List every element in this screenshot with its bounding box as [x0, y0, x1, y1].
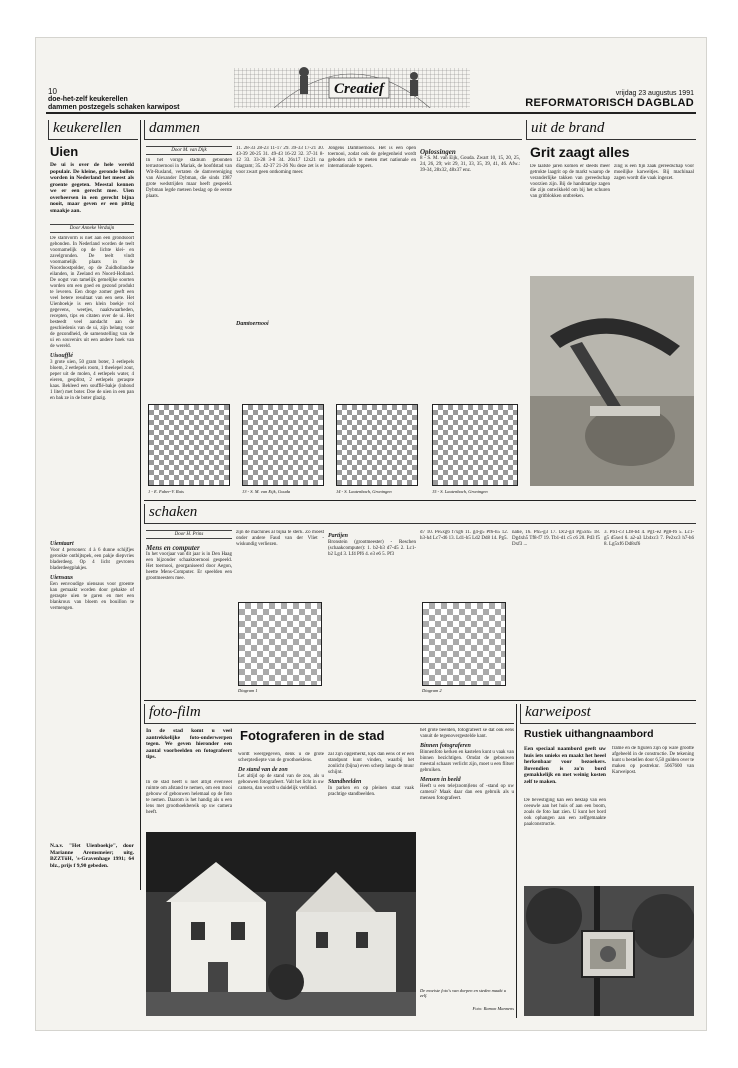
karweipost-col2: frame en de figuren zijn op ware grootte afgebeeld in de constructie. De tekening kunt u bestellen door 6,50 gulden over te maken op postreknr. 5667600 van Karweipost. [612, 746, 694, 775]
newspaper-page [36, 38, 706, 1030]
foto-col1: In de stad heeft u niet altijd evenveel ruimte om afstand te nemen, om een mooi gebouw of gebouwen helemaal op de foto te nemen. Daarom is het handig als u een lens met groothoekbereik op uw camera heeft. [146, 780, 232, 815]
chess-diagram-2 [422, 602, 506, 686]
standbeelden-heading: Standbeelden [328, 779, 362, 785]
diagram-caption: 13 - S. M. van Eijk, Gouda [242, 489, 291, 494]
figure-head-icon [299, 67, 309, 77]
schaken-col4: d7 10. Pe5xg6 f7xg6 11. g4-g5 Pf6-h5 12. h3-h4 Lc7-d6 13. Ld1-h5 Ld2 Dd8 14. Pg5. [420, 530, 508, 541]
dammen-col3: Jongens Damtoernooi. Het is een open toernooi, zodat ook de gelegenheid wordt geboden zich te meten met nationale en internationale toppers. [328, 146, 416, 169]
foto-col4-people-text: Heeft u een tele(zoom)lens of -stand op uw camera? Maak daar dan een gebruik als u mensen fotografeert. [420, 784, 514, 801]
foto-col3 [328, 752, 414, 828]
uien-body-continued [50, 538, 134, 838]
grit-saw-photo [530, 276, 694, 486]
binnen-fotograferen-heading: Binnen fotograferen [420, 743, 471, 749]
diagram-caption: 14 - S. Lautenbach, Groningen [336, 489, 392, 494]
karweipost-col1: De bevestiging kan een beklap van een ceeuwle aan het huis of aan een boom, zoals de foto laat zien. U kunt het bord ook ophangen aan een zelfgemaakte paalconstructie. [524, 798, 606, 827]
name-sign-photo [524, 886, 694, 1016]
schaken-col6: 3. Pb1-c3 Lf8-b4 4. Pg1-e2 Pg8-f6 5. Lc1-g5 d5xe4 6. a2-a3 Lb4xc3 7. Pe2xc3 h7-h6 8. Lg5xf6 Dd8xf6 [604, 530, 694, 547]
oplossingen-heading: Oplossingen [420, 148, 456, 156]
uien-body-text: De stamvorm is niet aan een grondsoort gebonden. In Nederland worden de teelt voornamelijk op de lichte klei- en zavelgronden. De teelt vindt voornamelijk plaats in de Noordoostpolder, op de Zuidhollandse eilanden, in Zeeland en Noord-Holland. De oogst van tamelijk gemelijke soorten worden om een goed en gezond produkt te leveren. Een droge zomer geeft een veel betere resultaat van een oete. Het Uienboekje is een klein boekje vol gegevens, weetjes, naaktwaarheden, recepten, tips en citaten over de ui. Het besteedt veel aandacht aan de geschiedenis van de ui, zijn belang voor de gezondheid, de samenstelling van de ui en souvenirs uit een andere hoek van de wereld. [50, 236, 134, 349]
uien-intro: De ui is over de hele wereld populair. De kleine, geronde bollen worden in Nederland het meest als groente gegeten. Meestal kennen we er een gerecht mee. Uien overheersen in een gerecht bijna nooit, maar geven er een pittig smaakje aan. [50, 162, 134, 214]
uisouffle-recipe: 3 grote uien, 50 gram boter, 3 eetlepels bloem, 2 eetlepels room, 1 theelepel zout, peper uit de molen, 4 eetlepels water, 4 eieren, gesplitst, 2 eetlepels geraspte kaas. Bekleed een soufflé-bakje (inhoud 1 liter) met boter. Doe de uien in een pan en bak ze in de boter glazig. [50, 360, 134, 401]
karweipost-title: Rustiek uithangnaambord [524, 728, 654, 740]
section-dammen: dammen [144, 120, 522, 140]
chess-diagram-caption: Diagram 1 [238, 688, 258, 693]
dammen-col4 [420, 146, 520, 398]
chess-diagram-caption: Diagram 2 [422, 688, 442, 693]
uiensaus-heading: Uiensaus [50, 575, 74, 581]
diagram-caption: 1 - E. Faber-V. Rais [148, 489, 184, 494]
foto-col2 [238, 752, 324, 828]
uiensaus-recipe: Een eenvoudige uiensaus voor groente kan gemaakt worden door gehakte of geraspte uien te garen en met een blankroux van bloem en bouillon te vermengen. [50, 582, 134, 611]
uien-body [50, 236, 134, 536]
schaken-col1-text: In het voorjaar van dit jaar is in Den Haag een bijzonder schaaktoernooi gespeeld. Het toernooi, georganiseerd door Aegon, heette Mens-Computer. Er speelden een grootmeesters mee. [146, 552, 232, 581]
section-keukerellen: keukerellen [48, 120, 138, 140]
uientaart-recipe: Voor 4 personen: 4 à 6 dunne schijfjes gerookte ontbijtspek, een pakje diepvries bladerdeeg. Op 4 licht gevroren bladerdeegplakjes. [50, 548, 134, 571]
partijen-heading: Partijen [328, 533, 349, 539]
grit-col2: zing is een fijn zaak gereedschap voor moeilijke karweitjes. Bij machinaal zagen wordt die vaak ingezet. [614, 164, 694, 181]
grit-title: Grit zaagt alles [530, 144, 630, 160]
creatief-logo-grid [234, 50, 470, 108]
section-foto-film: foto-film [144, 704, 514, 724]
page-number: 10 [48, 87, 57, 96]
foto-title: Fotograferen in de stad [240, 728, 385, 743]
column-divider [516, 704, 517, 1018]
schaken-col5: natie, 16. Ph5-g3 17. Dc2-g4 Pg5xh5 18. Dg4xh5 Tf8-f7 19. Tb1-d1 c5 c6 20. Pd3 f5 Dxf3 ... [512, 530, 600, 547]
foto-intro: In de stad komt u veel aantrekkelijke foto-onderwerpen tegen. We geven hieronder een aantal voorbeelden en fotografeert tips. [146, 728, 232, 760]
draughts-diagram-1 [148, 404, 230, 486]
schaken-byline: Door H. Prins [146, 530, 232, 539]
header-right [525, 90, 694, 109]
schaken-col3-text: Bronstein (grootmeester) - Reschen (schaakcomputer): 1. b2-b3 d7-d5 2. Lc1-b2 Lg4 3. Lf4 Pf6 4. e3 e6 5. Pf3 [328, 540, 416, 557]
column-divider [140, 120, 141, 890]
schaken-col2: zijn de machines al bijna te sterk. Zo moest onder andere Faud van der Vliet - wiskundig verliezen. [236, 530, 324, 547]
foto-col3-text: zal zijn opgemerkt, kijk dan eens of er een standpunt kunt vinden, waarbij het zonlicht (bijna) even scherp langs de muur schijnt. [328, 752, 414, 775]
section-rule [144, 700, 696, 701]
draughts-diagram-14 [336, 404, 418, 486]
dammen-col2b [236, 318, 324, 398]
issue-date: vrijdag 23 augustus 1991 [615, 90, 694, 97]
town-houses-photo [146, 832, 416, 1016]
header-left [48, 88, 180, 112]
photo-credit: Foto: Ramon Mannens [472, 1006, 514, 1011]
section-karweipost: karweipost [520, 704, 696, 724]
uien-byline: Door Anneke Verduijn [50, 224, 134, 233]
newspaper-name: REFORMATORISCH DAGBLAD [525, 97, 694, 109]
foto-col2-text: wordt weergegeven, denk u de grote scherptediepte van de groothoeklens. [238, 752, 324, 763]
schaken-col3 [328, 530, 416, 690]
diagram-caption: 15 - S. Lautenbach, Groningen [432, 489, 488, 494]
header-topics-line2: dammen postzegels schaken karwipost [48, 104, 180, 111]
section-rule [144, 500, 696, 501]
chess-diagram-1 [238, 602, 322, 686]
section-schaken: schaken [144, 504, 696, 524]
foto-col4-indoor-text: Binnenfoto kerken en kastelen kunt u vaak van binnen bezichtigen. Omdat de gebouwen meestal schaars verlicht zijn, moet u een flitser gebruiken. [420, 750, 514, 773]
section-uit-de-brand: uit de brand [526, 120, 696, 140]
dammen-byline: Door M. van Dijk [146, 146, 232, 155]
header-topics-line1: doe-het-zelf keukerellen [48, 96, 128, 103]
schaken-col1 [146, 542, 232, 692]
header-rule [46, 112, 696, 114]
dammen-col1: In het vorige stadium gebonden terrastoernooi in Mariak, de hoofdstad van Wit-Rusland, vertaten de damvereniging van Alexander Dybman, die sinds 1987 grote wedstrijden maar heeft gespeeld. Dybman legde meteen beslag op de eerste plaats. [146, 158, 232, 199]
dammen-col2: 11. 28-33 28-23 11-17 29. 39-33 17-21 30. 43-39 20-25 31. 49-43 16-22 32. 37-31 8-12 33. 33-28 3-8 34. 26x17 12x21 na diagram; 35. 42-37 21-26 Nu deze zet is er voor zwart geen ontkoming meer. [236, 146, 324, 175]
svg-text:Creatief: Creatief [334, 81, 384, 97]
grit-col1: De laatste jaren komen er steeds meer getrokte laagrit op de markt waarop de veranderlijke takken van gereedschap voorzien zijn. Bij de handmatige zagen die zijn ontwikkeld om bij het schuren van gritblokken ontbreken. [530, 164, 610, 199]
stand-van-de-zon-heading: De stand van de zon [238, 767, 288, 773]
photo-caption: De moeiste foto's van dorpen en steden maakt u zelf. [420, 988, 506, 998]
draughts-diagram-15 [432, 404, 518, 486]
uisouffle-heading: Uisoufflé [50, 353, 73, 359]
uien-book-footer: N.a.v. "Het Uienboekje", door Marianne Aremsmeier; uitg. BZZTôH, 's-Gravenhage 1991; 64 blz., prijs f 9,90 gebeden. [50, 843, 134, 869]
oplossingen-text: 8 - S. M. van Eijk, Gouda. Zwart 10, 15, 20, 25, 24, 26, 29; wit 29, 31, 33, 35, 39, 41, 46. Afw.: 39-34, 28x32, 48x37 enz. [420, 156, 520, 173]
karweipost-intro: Een speciaal naambord geeft uw huis iets unieks en maakt het heeel herkenbaar voor bezoekers. Bovendien is zo'n bord gemakkelijk en met weinig kosten zelf te maken. [524, 746, 606, 785]
mens-en-computer-heading: Mens en computer [146, 544, 200, 552]
damtoernooi-heading: Damtoernooi [236, 321, 269, 327]
foto-col3-statues-text: In parken en op pleinen staat vaak prachtige standbeelden. [328, 786, 414, 797]
uientaart-heading: Uientaart [50, 541, 74, 547]
uien-title: Uien [50, 144, 79, 159]
figure-head-icon [410, 72, 418, 80]
draughts-diagram-13 [242, 404, 324, 486]
foto-col4-text: het grote beelden, fotografeert se dat ook eens vanuit de tegenovergestelde kant. [420, 728, 514, 739]
mensen-in-beeld-heading: Mensen in beeld [420, 777, 461, 783]
foto-col2-sun-text: Let altijd op de stand van de zon, als u gebouwen fotografeert. Valt het licht in uw camera, dan wordt u duidelijk verblind. [238, 774, 324, 791]
foto-col4 [420, 728, 514, 928]
